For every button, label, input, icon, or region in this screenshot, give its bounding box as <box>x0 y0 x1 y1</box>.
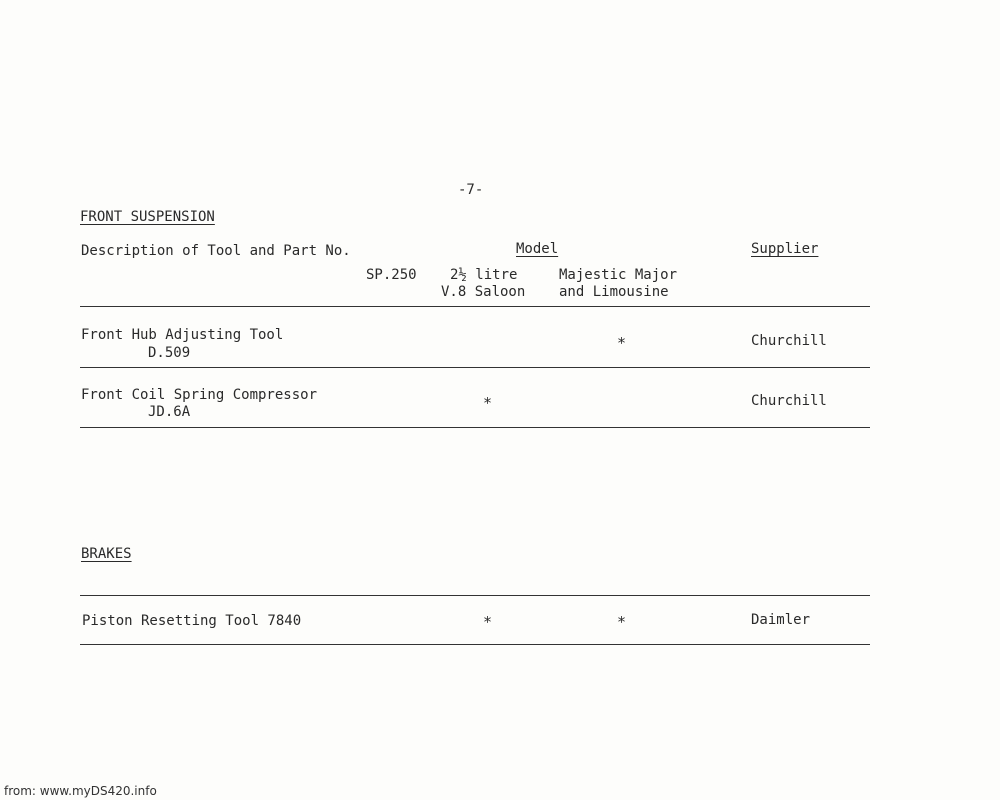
table-row-mark-majestic: * <box>617 613 627 631</box>
column-header-model: Model <box>516 241 559 257</box>
model-majestic-line1: Majestic Major <box>559 267 678 283</box>
table-row-mark-v8: * <box>483 613 493 631</box>
source-footer: from: www.myDS420.info <box>4 784 157 798</box>
table-row-supplier: Churchill <box>751 333 827 349</box>
table-row-mark-majestic: * <box>617 334 627 352</box>
table-row-part: D.509 <box>148 345 191 361</box>
header-rule <box>80 306 870 307</box>
table-row-tool: Piston Resetting Tool 7840 <box>82 613 302 629</box>
brakes-top-rule <box>80 595 870 596</box>
row-rule <box>80 367 870 368</box>
row-rule <box>80 427 870 428</box>
brakes-bottom-rule <box>80 644 870 645</box>
section-heading-front-suspension: FRONT SUSPENSION <box>80 209 215 225</box>
table-row-supplier: Churchill <box>751 393 827 409</box>
table-row-tool: Front Hub Adjusting Tool <box>81 327 284 343</box>
table-row-part: JD.6A <box>148 404 191 420</box>
table-row-tool: Front Coil Spring Compressor <box>81 387 318 403</box>
table-row-supplier: Daimler <box>751 612 811 628</box>
page-number: -7- <box>458 182 484 198</box>
section-heading-brakes: BRAKES <box>81 546 132 562</box>
model-sp250: SP.250 <box>366 267 417 283</box>
table-row-mark-v8: * <box>483 394 493 412</box>
model-v8-line1: 2½ litre <box>450 267 518 283</box>
model-v8-line2: V.8 Saloon <box>441 284 526 300</box>
column-header-supplier: Supplier <box>751 241 819 257</box>
column-header-description: Description of Tool and Part No. <box>81 243 351 259</box>
model-majestic-line2: and Limousine <box>559 284 669 300</box>
